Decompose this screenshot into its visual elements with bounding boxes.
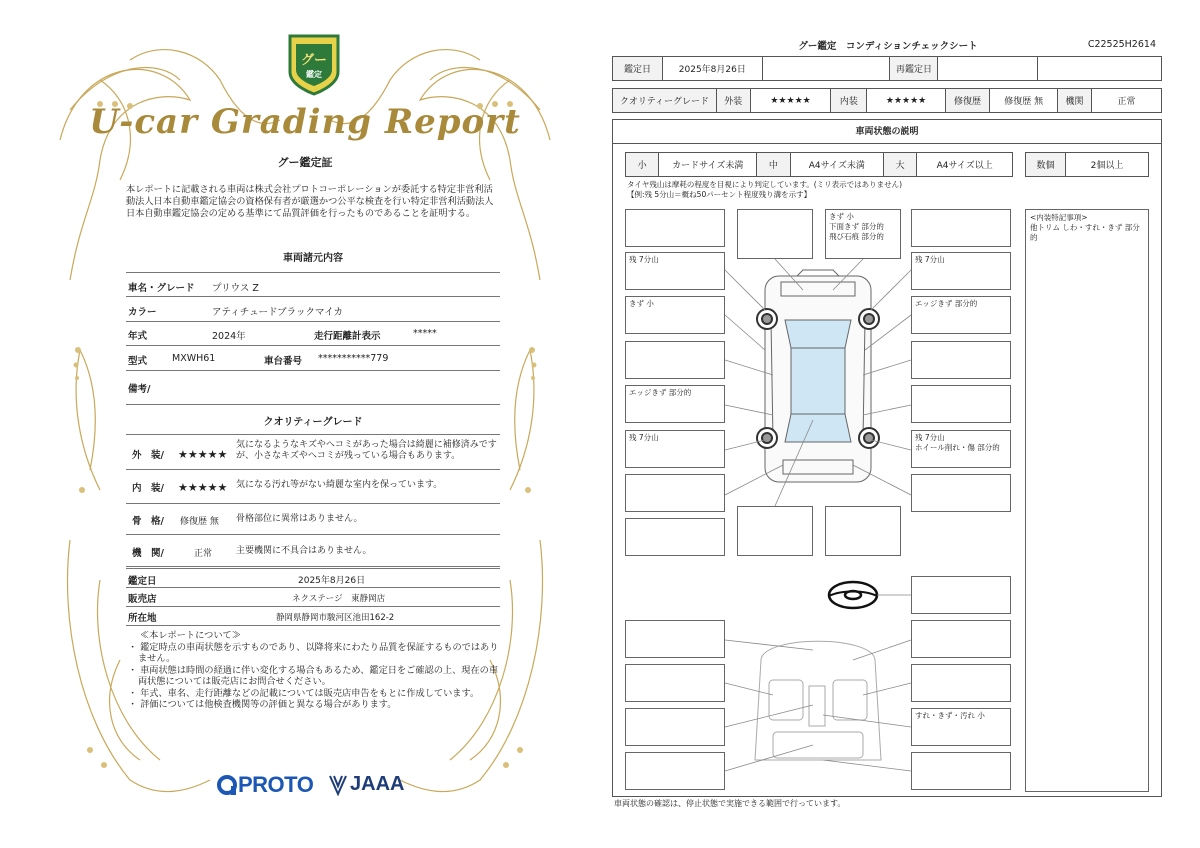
note-item: ・ 鑑定時点の車両状態を示すものであり、以降将来にわたり品質を保証するものではありません。 bbox=[128, 641, 499, 664]
exterior-stars: ★★★★★ bbox=[750, 89, 831, 113]
svg-text:グー: グー bbox=[300, 53, 328, 68]
condition-box bbox=[625, 620, 725, 658]
redate-value bbox=[938, 57, 1038, 81]
condition-box bbox=[737, 506, 813, 556]
condition-box-rear-left-tire: 残 7分山 bbox=[625, 430, 725, 468]
size-large-label: 大 bbox=[883, 153, 916, 177]
car-name-label: 車名・グレード bbox=[128, 283, 195, 294]
condition-box bbox=[625, 664, 725, 702]
proto-logo-icon bbox=[216, 774, 240, 796]
report-notes bbox=[126, 630, 500, 711]
condition-box bbox=[911, 752, 1011, 790]
condition-box bbox=[625, 752, 725, 790]
appraisal-date-label: 鑑定日 bbox=[128, 576, 157, 587]
repair-history-value: 修復歴 無 bbox=[990, 89, 1058, 113]
proto-logo: PROTO bbox=[238, 772, 314, 797]
address-label: 所在地 bbox=[128, 613, 157, 624]
condition-box-front-right-tire: 残 7分山 bbox=[911, 252, 1011, 290]
appraisal-date-row bbox=[126, 568, 500, 588]
mileage-label: 走行距離計表示 bbox=[314, 331, 381, 342]
spec-row-remarks bbox=[126, 371, 500, 405]
frame-label: 骨 格/ bbox=[132, 516, 164, 527]
interior-notes-body: 他トリム しわ・すれ・きず 部分的 bbox=[1030, 223, 1140, 242]
condition-check-sheet bbox=[612, 34, 1164, 814]
size-small-desc: カードサイズ未満 bbox=[659, 153, 757, 177]
appraisal-date-value: 2025年8月26日 bbox=[298, 576, 366, 586]
count-label: 数個 bbox=[1026, 153, 1066, 177]
redate-label: 再鑑定日 bbox=[890, 57, 938, 81]
exterior-description: 気になるようなキズやヘコミがあった場合は綺麗に補修済みですが、小さなキズやヘコミが残っている場合もあります。 bbox=[236, 440, 497, 461]
repair-history-label: 修復歴 bbox=[945, 89, 990, 113]
condition-box-front-right: エッジきず 部分的 bbox=[911, 296, 1011, 334]
exterior-label: 外装 bbox=[716, 89, 750, 113]
mileage-value: ***** bbox=[413, 328, 437, 339]
grading-certificate bbox=[40, 20, 570, 820]
chassis-label: 車台番号 bbox=[264, 356, 303, 367]
quality-row-frame bbox=[126, 504, 500, 535]
condition-box-roof: きず 小 下面きず 部分的 飛び石痕 部分的 bbox=[825, 209, 901, 259]
chassis-value: ***********779 bbox=[318, 353, 389, 364]
vehicle-condition-panel bbox=[612, 119, 1162, 797]
condition-box bbox=[737, 209, 813, 259]
sheet-footer-note: 車両状態の確認は、停止状態で実施できる範囲で行っています。 bbox=[614, 799, 846, 808]
frame-description: 骨格部位に異常はありません。 bbox=[236, 514, 363, 524]
quality-section-title: クオリティーグレード bbox=[263, 417, 363, 428]
spec-row-car-name bbox=[126, 272, 500, 297]
interior-notes-title: <内装特記事項> bbox=[1030, 213, 1088, 222]
year-label: 年式 bbox=[128, 331, 148, 342]
car-name-value: プリウス Z bbox=[212, 283, 259, 294]
sheet-title: グー鑑定 コンディションチェックシート bbox=[798, 41, 978, 52]
count-desc: 2個以上 bbox=[1066, 153, 1149, 177]
frame-value: 修復歴 無 bbox=[180, 517, 219, 527]
tire-note-line: 【例:残 5分山＝概ね50パーセント程度残り溝を示す】 bbox=[627, 190, 812, 199]
panel-title: 車両状態の説明 bbox=[613, 120, 1161, 144]
specs-section-title: 車両諸元内容 bbox=[283, 253, 343, 264]
goo-appraisal-badge bbox=[286, 32, 342, 96]
interior-stars: ★★★★★ bbox=[867, 89, 945, 113]
tire-icons bbox=[757, 309, 879, 448]
condition-box bbox=[625, 474, 725, 512]
condition-box bbox=[911, 474, 1011, 512]
steering-wheel-icon bbox=[829, 582, 877, 608]
address-row bbox=[126, 607, 500, 626]
remarks-label: 備考/ bbox=[128, 384, 151, 395]
jaaa-logo: JAAA bbox=[350, 773, 405, 795]
spec-row-model bbox=[126, 346, 500, 371]
size-mid-label: 中 bbox=[757, 153, 790, 177]
engine-value: 正常 bbox=[1092, 89, 1162, 113]
dealer-value: ネクステージ 東静岡店 bbox=[292, 594, 386, 604]
exterior-stars: ★★★★★ bbox=[178, 448, 228, 461]
condition-box-rear-left: エッジきず 部分的 bbox=[625, 385, 725, 423]
condition-box bbox=[911, 576, 1011, 614]
car-interior-view bbox=[755, 641, 881, 760]
date-empty bbox=[762, 57, 890, 81]
svg-text:鑑定: 鑑定 bbox=[306, 70, 322, 79]
model-label: 型式 bbox=[128, 356, 148, 367]
size-small-label: 小 bbox=[626, 153, 659, 177]
interior-notes-box bbox=[1025, 209, 1149, 792]
condition-box bbox=[911, 209, 1011, 247]
date-label: 鑑定日 bbox=[613, 57, 663, 81]
car-top-view bbox=[765, 270, 871, 482]
interior-description: 気になる汚れ等がない綺麗な室内を保っています。 bbox=[236, 480, 443, 490]
tire-note-line: タイヤ残山は摩耗の程度を目視により判定しています。(ミリ表示ではありません) bbox=[627, 180, 903, 189]
report-script-title: U-car Grading Report bbox=[89, 102, 521, 142]
engine-description: 主要機関に不具合はありません。 bbox=[236, 546, 372, 556]
note-item: ・ 年式、車名、走行距離などの記載については販売店申告をもとに作成しています。 bbox=[128, 687, 480, 699]
color-value: アティチュードブラックマイカ bbox=[212, 307, 344, 318]
condition-box bbox=[911, 664, 1011, 702]
condition-box bbox=[625, 341, 725, 379]
condition-box bbox=[825, 506, 901, 556]
note-item: ・ 車両状態は時間の経過に伴い変化する場合もあるため、鑑定日をご確認の上、現在の車両状態については販売店にお問合せください。 bbox=[128, 664, 499, 687]
color-label: カラー bbox=[128, 307, 157, 318]
condition-box bbox=[911, 620, 1011, 658]
note-item: ・ 評価については他検査機関等の評価と異なる場合があります。 bbox=[128, 699, 397, 710]
size-mid-desc: A4サイズ未満 bbox=[790, 153, 883, 177]
damage-size-legend bbox=[625, 152, 1013, 177]
quality-row-exterior bbox=[126, 434, 500, 470]
certificate-title: グー鑑定証 bbox=[277, 156, 333, 169]
condition-box-front-left-tire: 残 7分山 bbox=[625, 252, 725, 290]
condition-box-rear-right-tire: 残 7分山 ホイール削れ・傷 部分的 bbox=[911, 430, 1011, 468]
interior-label: 内 装/ bbox=[132, 483, 164, 494]
dealer-label: 販売店 bbox=[128, 594, 157, 605]
quality-row-engine bbox=[126, 535, 500, 567]
condition-box-front-left: きず 小 bbox=[625, 296, 725, 334]
date-value: 2025年8月26日 bbox=[662, 57, 762, 81]
grade-table bbox=[612, 88, 1162, 113]
model-value: MXWH61 bbox=[172, 353, 216, 364]
redate-empty bbox=[1038, 57, 1162, 81]
engine-label: 機関 bbox=[1058, 89, 1092, 113]
spec-row-year bbox=[126, 322, 500, 346]
date-table bbox=[612, 56, 1162, 81]
address-value: 静岡県静岡市駿河区池田162-2 bbox=[276, 613, 395, 623]
certificate-statement: 本レポートに記載される車両は株式会社プロトコーポレーションが委託する特定非営利活動法人日本自動車鑑定協会の資格保有者が厳選かつ公平な検査を行い特定非営利活動法人日本自動車鑑定協会の定める基準にて品質評価を行ったものであることを証明する。 bbox=[126, 184, 494, 219]
year-value: 2024年 bbox=[212, 331, 246, 342]
interior-stars: ★★★★★ bbox=[178, 481, 228, 494]
condition-box bbox=[911, 385, 1011, 423]
sheet-code: C22525H2614 bbox=[1087, 39, 1156, 50]
spec-row-color bbox=[126, 297, 500, 322]
condition-box bbox=[625, 209, 725, 247]
jaaa-logo-icon bbox=[328, 774, 348, 796]
condition-box bbox=[625, 708, 725, 746]
dealer-row bbox=[126, 588, 500, 607]
condition-box bbox=[625, 518, 725, 556]
tire-note bbox=[627, 180, 902, 200]
condition-box bbox=[911, 341, 1011, 379]
count-legend bbox=[1025, 152, 1149, 177]
interior-label: 内装 bbox=[831, 89, 867, 113]
engine-label: 機 関/ bbox=[132, 548, 164, 559]
footer-logos bbox=[40, 772, 570, 800]
engine-value: 正常 bbox=[194, 549, 213, 559]
quality-grade-label: クオリティーグレード bbox=[613, 89, 717, 113]
condition-box-interior: すれ・きず・汚れ 小 bbox=[911, 708, 1011, 746]
notes-heading: ≪本レポートについて≫ bbox=[140, 630, 241, 641]
size-large-desc: A4サイズ以上 bbox=[917, 153, 1013, 177]
exterior-label: 外 装/ bbox=[132, 450, 164, 461]
quality-row-interior bbox=[126, 470, 500, 504]
